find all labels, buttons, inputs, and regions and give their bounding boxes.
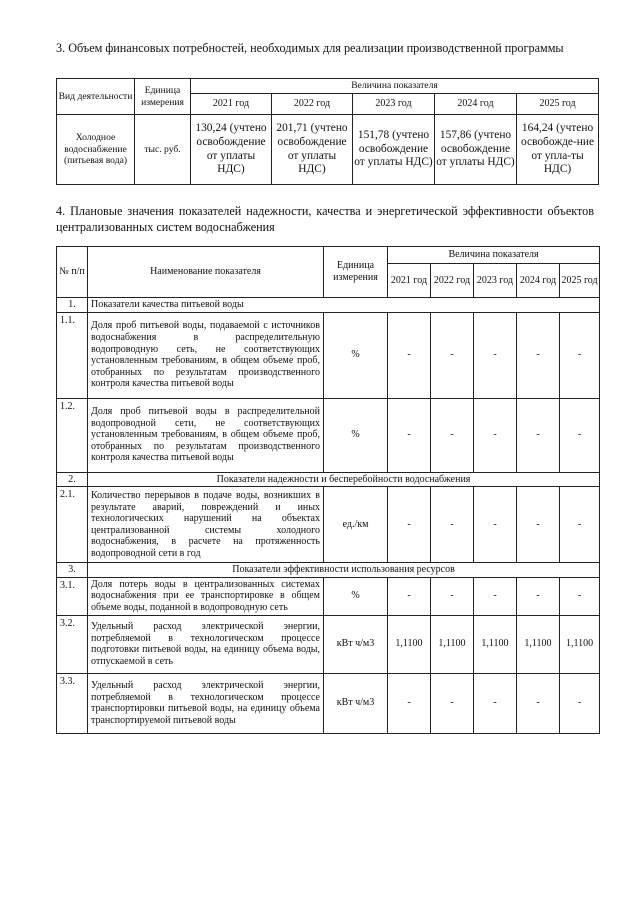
value-cell: -: [388, 487, 431, 563]
year-header: 2023 год: [353, 94, 435, 115]
group-title: Показатели качества питьевой воды: [88, 298, 600, 313]
value-cell: -: [388, 312, 431, 398]
group-title: Показатели эффективности использования ресурсов: [88, 563, 600, 578]
group-title: Показатели надежности и бесперебойности водоснабжения: [88, 472, 600, 487]
indicator-name: Доля потерь воды в централизованных системах водоснабжения при ее транспортировке в общем объеме воды, поданной в водопроводную сеть: [88, 577, 324, 615]
value-cell: -: [517, 487, 560, 563]
row-num: 2.1.: [57, 487, 88, 563]
header-activity: Вид деятельности: [57, 79, 135, 115]
header-unit: Единица измерения: [324, 247, 388, 298]
value-cell: -: [474, 577, 517, 615]
value-cell: -: [517, 398, 560, 472]
value-cell: 157,86 (учтено освобождение от уплаты НДС): [435, 115, 517, 185]
value-cell: 130,24 (учтено освобождение от уплаты НДС): [191, 115, 272, 185]
activity-cell: Холодное водоснабжение (питьевая вода): [57, 115, 135, 185]
year-header: 2024 год: [517, 264, 560, 298]
year-header: 2025 год: [517, 94, 599, 115]
value-cell: -: [431, 577, 474, 615]
value-cell: -: [474, 673, 517, 733]
year-header: 2022 год: [431, 264, 474, 298]
value-cell: 164,24 (учтено освобожде-ние от упла-ты НДС): [517, 115, 599, 185]
value-cell: 1,1100: [474, 615, 517, 673]
value-cell: 201,71 (учтено освобождение от уплаты НДС): [272, 115, 353, 185]
unit-cell: %: [324, 398, 388, 472]
financial-needs-table: [56, 78, 599, 185]
value-cell: -: [560, 312, 600, 398]
value-cell: -: [517, 673, 560, 733]
group-num: 3.: [57, 563, 88, 578]
value-cell: -: [431, 312, 474, 398]
value-cell: 1,1100: [388, 615, 431, 673]
value-cell: -: [431, 487, 474, 563]
unit-cell: кВт ч/м3: [324, 673, 388, 733]
indicators-table: [56, 246, 600, 734]
header-value: Величина показателя: [191, 79, 599, 94]
header-value: Величина показателя: [388, 247, 600, 264]
year-header: 2025 год: [560, 264, 600, 298]
unit-cell: %: [324, 312, 388, 398]
header-name: Наименование показателя: [88, 247, 324, 298]
value-cell: -: [431, 673, 474, 733]
value-cell: -: [474, 398, 517, 472]
value-cell: -: [388, 398, 431, 472]
year-header: 2024 год: [435, 94, 517, 115]
unit-cell: %: [324, 577, 388, 615]
value-cell: -: [388, 577, 431, 615]
indicator-name: Доля проб питьевой воды, подаваемой с источников водоснабжения в распределительную водопроводную сеть, не соответствующих установленным требованиям, в общем объеме проб, отобранных по результатам производственного контроля качества питьевой воды: [88, 312, 324, 398]
header-num: № п/п: [57, 247, 88, 298]
value-cell: -: [517, 577, 560, 615]
unit-cell: ед./км: [324, 487, 388, 563]
value-cell: -: [388, 673, 431, 733]
value-cell: -: [431, 398, 474, 472]
indicator-name: Количество перерывов в подаче воды, возникших в результате аварий, повреждений и иных технологических нарушений на объектах централизованной системы холодного водоснабжения, в расчете на протяженность водопроводной сети в год: [88, 487, 324, 563]
indicator-name: Удельный расход электрической энергии, потребляемой в технологическом процессе подготовки питьевой воды, на единицу объема воды, отпускаемой в сеть: [88, 615, 324, 673]
value-cell: 1,1100: [431, 615, 474, 673]
value-cell: 1,1100: [560, 615, 600, 673]
unit-cell: кВт ч/м3: [324, 615, 388, 673]
row-num: 3.2.: [57, 615, 88, 673]
value-cell: -: [560, 577, 600, 615]
value-cell: -: [560, 487, 600, 563]
value-cell: -: [474, 312, 517, 398]
year-header: 2022 год: [272, 94, 353, 115]
value-cell: -: [517, 312, 560, 398]
value-cell: 1,1100: [517, 615, 560, 673]
group-num: 2.: [57, 472, 88, 487]
row-num: 3.1.: [57, 577, 88, 615]
section-4-heading: 4. Плановые значения показателей надежности, качества и энергетической эффективности объектов централизованных систем водоснабжения: [56, 204, 594, 234]
value-cell: -: [560, 398, 600, 472]
row-num: 1.1.: [57, 312, 88, 398]
value-cell: 151,78 (учтено освобождение от уплаты НДС): [353, 115, 435, 185]
unit-cell: тыс. руб.: [135, 115, 191, 185]
row-num: 1.2.: [57, 398, 88, 472]
year-header: 2021 год: [388, 264, 431, 298]
section-3-heading: 3. Объем финансовых потребностей, необходимых для реализации производственной программы: [56, 41, 564, 55]
row-num: 3.3.: [57, 673, 88, 733]
group-num: 1.: [57, 298, 88, 313]
value-cell: -: [474, 487, 517, 563]
value-cell: -: [560, 673, 600, 733]
year-header: 2023 год: [474, 264, 517, 298]
indicator-name: Доля проб питьевой воды в распределительной водопроводной сети, не соответствующих установленным требованиям, в общем объеме проб, отобранных по результатам производственного контроля качества питьевой воды: [88, 398, 324, 472]
header-unit: Единица измерения: [135, 79, 191, 115]
year-header: 2021 год: [191, 94, 272, 115]
indicator-name: Удельный расход электрической энергии, потребляемой в технологическом процессе транспортировки питьевой воды, на единицу объема транспортируемой питьевой воды: [88, 673, 324, 733]
